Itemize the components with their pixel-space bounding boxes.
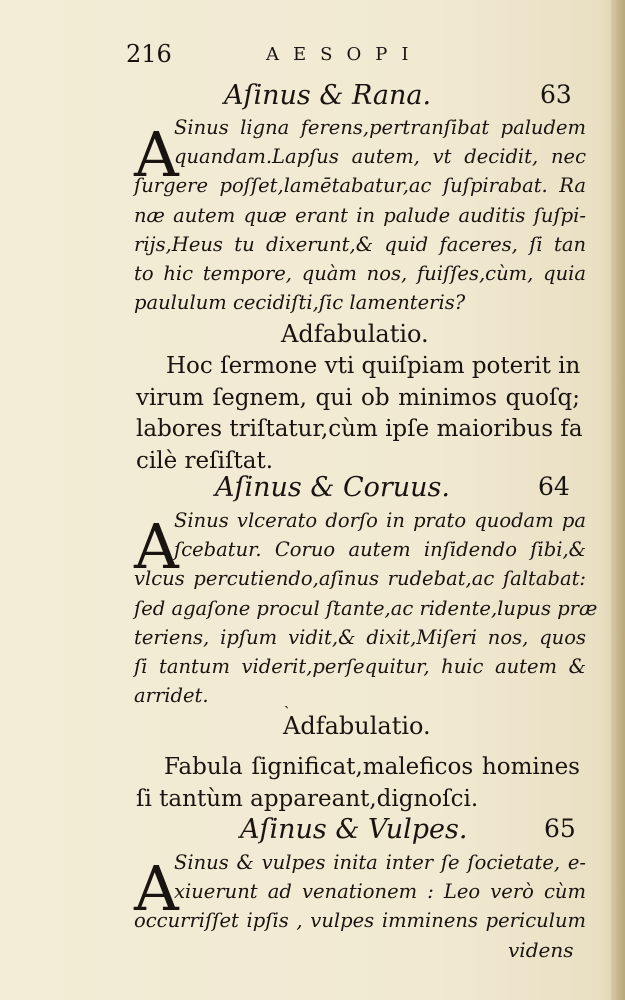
moral-line: labores triſtatur,cùm ipſe maioribus fa: [136, 416, 583, 442]
moral-line: cilè reſiſtat.: [136, 447, 274, 474]
text-line: occurriſſet ipſis , vulpes imminens periculum: [134, 909, 586, 933]
moral-line: Fabula ſignificat,maleficos homines: [164, 754, 580, 780]
drop-cap: A: [134, 510, 179, 583]
page-number: 216: [126, 40, 172, 68]
fable-number: 63: [540, 80, 572, 109]
drop-cap: A: [134, 118, 179, 191]
text-line: ſurgere poſſet,lamētabatur,ac ſuſpirabat. Ra: [134, 174, 586, 198]
fable-number: 65: [544, 814, 576, 843]
moral-text: [136, 752, 580, 815]
catchword: videns: [508, 938, 574, 962]
adfabulatio-heading: Adfabulatio.: [283, 712, 431, 740]
fable-text: [134, 848, 586, 936]
fable-title: Aſinus & Vulpes.: [240, 814, 468, 845]
adfabulatio-heading: Adfabulatio.: [281, 320, 429, 348]
text-line: vlcus percutiendo,aſinus rudebat,ac ſaltabat:: [134, 567, 586, 591]
text-line: ſi tantum viderit,perſequitur, huic autem &: [134, 655, 586, 679]
fable-title: Aſinus & Coruus.: [215, 472, 450, 503]
text-line: to hic tempore, quàm nos, fuiſſes,cùm, quia: [134, 262, 586, 286]
text-line: rijs,Heus tu dixerunt,& quid faceres, ſi tan: [134, 232, 586, 256]
fable-text: [134, 506, 598, 710]
text-line: ſcebatur. Coruo autem inſidendo ſibi,&: [174, 538, 586, 562]
moral-line: ſi tantùm appareant,dignoſci.: [136, 785, 479, 812]
moral-text: [136, 351, 583, 477]
moral-line: virum ſegnem, qui ob minimos quoſq;: [136, 384, 580, 411]
ink-mark: ˎ: [284, 690, 290, 709]
drop-cap: A: [134, 852, 179, 925]
text-line: Sinus vlcerato dorſo in prato quodam pa: [174, 509, 586, 532]
text-line: ſed agaſone procul ſtante,ac ridente,lupus præ: [134, 596, 598, 620]
fable-title: Aſinus & Rana.: [224, 80, 432, 111]
running-head: AESOPI: [266, 44, 423, 65]
text-line: paululum cecidiſti,ſic lamenteris?: [134, 291, 466, 315]
text-line: Sinus ligna ferens,pertranſibat paludem: [174, 116, 586, 139]
text-line: teriens, ipſum vidit,& dixit,Miſeri nos, quos: [134, 625, 586, 649]
fable-number: 64: [538, 472, 570, 501]
text-line: næ autem quæ erant in palude auditis ſuſpi-: [134, 203, 586, 227]
text-line: quandam.Lapſus autem, vt decidit, nec: [174, 145, 586, 169]
page-header: [126, 40, 566, 74]
text-line: arridet.: [134, 684, 209, 708]
page-edge: [611, 0, 625, 1000]
text-line: Sinus & vulpes inita inter ſe ſocietate, e-: [174, 851, 586, 874]
text-line: xiuerunt ad venationem : Leo verò cùm: [174, 880, 586, 904]
fable-text: [134, 113, 586, 317]
moral-line: Hoc ſermone vti quiſpiam poterit in: [166, 353, 581, 379]
